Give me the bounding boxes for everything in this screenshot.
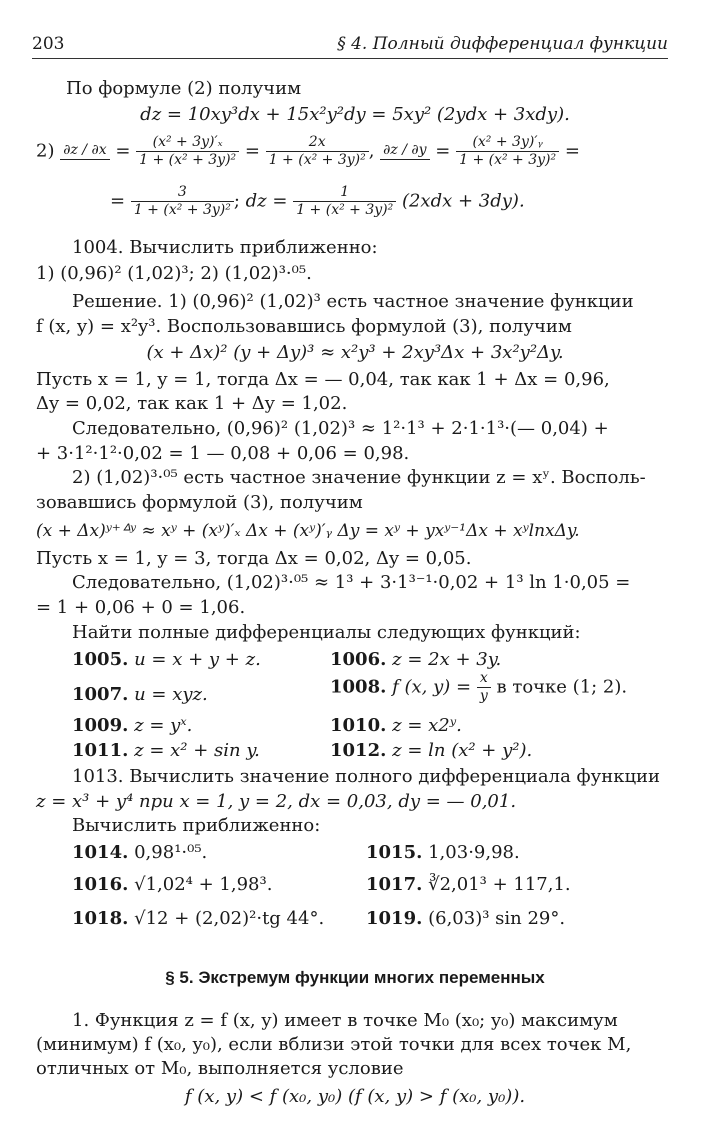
problem-expression: 1,03·9,98. — [428, 842, 520, 863]
problem-1004: 1004. Вычислить приближенно: — [72, 237, 378, 258]
numerator: (x² + 3y)′ᵧ — [456, 134, 559, 152]
problem-number: 1008. — [330, 676, 387, 698]
numerator: 1 — [293, 184, 396, 202]
problem-1009 — [72, 715, 192, 737]
problem-number: 1015. — [366, 842, 423, 863]
problem-expression: √12 + (2,02)²·tg 44°. — [134, 908, 325, 929]
formula-line: = $\frac{3}{\text{1 + (x² + 3y)²}}$ ; dz = $\frac{1}{\text{1 + (x² + 3y)²}}$ (2xdx + 3dy). — [110, 184, 525, 218]
problem-expression: z = x² + sin y. — [134, 740, 260, 761]
denominator: 1 + (x² + 3y)² — [133, 201, 231, 218]
fraction — [131, 184, 234, 219]
problem-1018 — [72, 908, 324, 930]
running-title: § 4. Полный дифференциал функции — [337, 34, 668, 54]
fraction — [266, 134, 369, 169]
text-line: отличных от M₀, выполняется условие — [36, 1058, 404, 1079]
text-line: зовавшись формулой (3), получим — [36, 492, 363, 513]
text-line: = 1 + 0,06 + 0 = 1,06. — [36, 597, 246, 618]
problem-expression: u = xyz. — [134, 684, 208, 705]
numerator: 2x — [266, 134, 369, 152]
text-line: Найти полные дифференциалы следующих функций: — [72, 622, 581, 643]
formula-line: f (x, y) < f (x₀, y₀) (f (x, y) > f (x₀, y₀)). — [184, 1086, 526, 1107]
problem-1015 — [366, 842, 520, 864]
text-line: f (x, y) = x²y³. Воспользовавшись формулой (3), получим — [36, 316, 572, 337]
problem-1017 — [366, 874, 571, 896]
text-line: Пусть x = 1, y = 1, тогда Δx = — 0,04, так как 1 + Δx = 0,96, — [36, 369, 610, 390]
problem-expression: 0,98¹·⁰⁵. — [134, 842, 208, 863]
page-number: 203 — [32, 34, 65, 54]
numerator: ∂z / ∂y — [380, 142, 429, 160]
numerator: ∂z / ∂x — [60, 142, 109, 160]
denominator: 1 + (x² + 3y)² — [268, 151, 366, 168]
denominator: 1 + (x² + 3y)² — [459, 151, 557, 168]
text-line: + 3·1²·1²·0,02 = 1 — 0,08 + 0,06 = 0,98. — [36, 443, 410, 464]
problem-1005 — [72, 649, 261, 671]
problem-number: 1012. — [330, 740, 387, 761]
formula-line: dz = 10xy³dx + 15x²y²dy = 5xy² (2ydx + 3xdy). — [140, 104, 570, 125]
problem-1007 — [72, 684, 208, 706]
problem-1008 — [330, 670, 627, 705]
problem-expression: (6,03)³ sin 29°. — [428, 908, 566, 929]
problem-expression: z = x2ʸ. — [392, 715, 462, 736]
problem-number: 1018. — [72, 908, 129, 929]
text-line: Вычислить приближенно: — [72, 815, 321, 836]
text-line: 1. Функция z = f (x, y) имеет в точке M₀ (x₀; y₀) максимум — [72, 1010, 618, 1031]
header-rule — [32, 58, 668, 59]
numerator: x — [477, 670, 491, 688]
problem-1013: 1013. Вычислить значение полного дифференциала функции — [72, 766, 661, 787]
problem-1006 — [330, 649, 501, 671]
problem-expression: z = ln (x² + y²). — [392, 740, 533, 761]
problem-number: 1007. — [72, 684, 129, 705]
fraction — [456, 134, 559, 169]
problem-1019 — [366, 908, 565, 930]
fraction — [477, 670, 491, 705]
denominator: 1 + (x² + 3y)² — [296, 201, 394, 218]
denominator: y — [479, 687, 488, 704]
text-line: z = x³ + y⁴ при x = 1, y = 2, dx = 0,03, dy = — 0,01. — [36, 791, 517, 812]
text-line: Следовательно, (0,96)² (1,02)³ ≈ 1²·1³ + 2·1·1³·(— 0,04) + — [72, 418, 609, 439]
fraction — [293, 184, 396, 219]
problem-expression: в точке (1; 2). — [496, 676, 628, 698]
text-line: Пусть x = 1, y = 3, тогда Δx = 0,02, Δy = 0,05. — [36, 548, 472, 569]
text-line: 2) (1,02)³·⁰⁵ есть частное значение функции z = xʸ. Восполь- — [72, 467, 646, 488]
denominator: 1 + (x² + 3y)² — [139, 151, 237, 168]
numerator: (x² + 3y)′ₓ — [136, 134, 239, 152]
problem-number: 1006. — [330, 649, 387, 670]
formula-line: (x + Δx)ʸ⁺ᐞʸ ≈ xʸ + (xʸ)′ₓ Δx + (xʸ)′ᵧ Δy = xʸ + yxʸ⁻¹Δx + xʸlnxΔy. — [36, 521, 580, 541]
formula-text: dz = — [245, 190, 288, 212]
problem-number: 1010. — [330, 715, 387, 736]
problem-expression: u = x + y + z. — [134, 649, 261, 670]
formula-line: (x + Δx)² (y + Δy)³ ≈ x²y³ + 2xy³Δx + 3x²y²Δy. — [146, 342, 564, 363]
text-line: (минимум) f (x₀, y₀), если вблизи этой точки для всех точек M, — [36, 1034, 632, 1055]
problem-number: 1017. — [366, 874, 423, 895]
fraction — [136, 134, 239, 169]
problem-number: 1016. — [72, 874, 129, 895]
text-line: По формуле (2) получим — [66, 78, 302, 99]
problem-1012 — [330, 740, 532, 762]
problem-expression: z = 2x + 3y. — [392, 649, 502, 670]
fraction — [60, 142, 109, 160]
problem-expression: f (x, y) = — [392, 676, 472, 698]
problem-expression: ∛2,01³ + 117,1. — [428, 874, 571, 895]
text-line: Следовательно, (1,02)³·⁰⁵ ≈ 1³ + 3·1³⁻¹·0,02 + 1³ ln 1·0,05 = — [72, 572, 631, 593]
problem-number: 1009. — [72, 715, 129, 736]
problem-expression: √1,02⁴ + 1,98³. — [134, 874, 273, 895]
text-line: 1) (0,96)² (1,02)³; 2) (1,02)³·⁰⁵. — [36, 263, 312, 284]
section-heading: § 5. Экстремум функции многих переменных — [165, 968, 545, 987]
problem-expression: z = yˣ. — [134, 715, 193, 736]
problem-number: 1011. — [72, 740, 129, 761]
item-label: 2) — [36, 140, 55, 162]
numerator: 3 — [131, 184, 234, 202]
problem-1016 — [72, 874, 272, 896]
text-line: Δy = 0,02, так как 1 + Δy = 1,02. — [36, 393, 348, 414]
problem-1010 — [330, 715, 462, 737]
problem-1014 — [72, 842, 207, 864]
problem-number: 1019. — [366, 908, 423, 929]
problem-1011 — [72, 740, 260, 762]
problem-number: 1005. — [72, 649, 129, 670]
formula-line: 2) ∂z / ∂x = $\frac{\text{(x² + 3y)′ₓ}}{\text{1 + (x² + 3y)²}}$ = $\frac{2x}{\text{1 + (x² + 3y)²}}$ , ∂z / ∂y = $\frac{\text{(x² + 3y)′ᵧ}}{\text{1 + (x² + 3y)²}}$ = — [36, 134, 580, 168]
text-line: Решение. 1) (0,96)² (1,02)³ есть частное значение функции — [72, 291, 634, 312]
fraction — [380, 142, 429, 160]
formula-text: (2xdx + 3dy). — [401, 190, 525, 212]
problem-number: 1014. — [72, 842, 129, 863]
